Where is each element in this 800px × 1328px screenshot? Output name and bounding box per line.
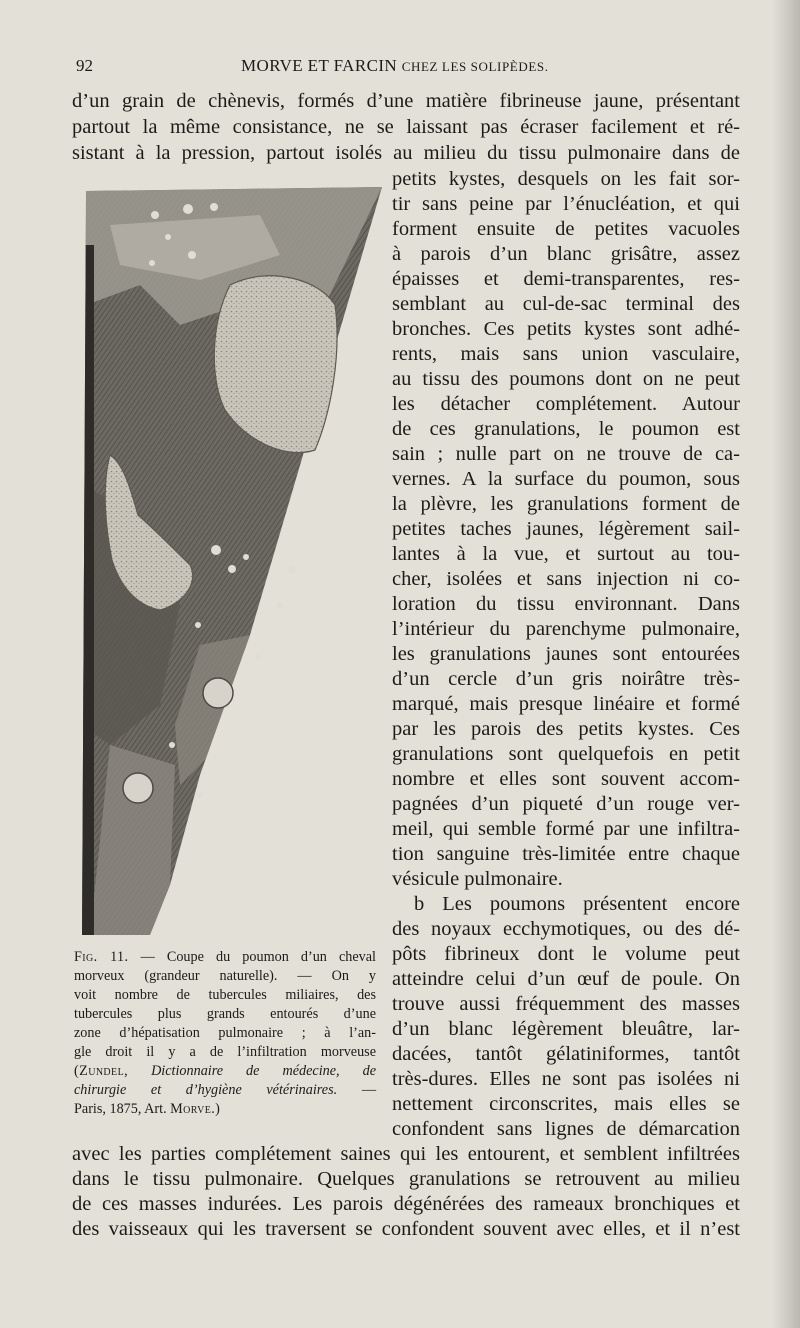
text-line: par les parois des petits kystes. Ces [392,718,740,740]
text-line: d’un grain de chènevis, formés d’une matière fibrineuse jaune, présentant [72,90,740,112]
page-fold-shadow [772,0,800,1328]
text-line: des vaisseaux qui les traversent se confondent souvent avec elles, et il n’est [72,1218,740,1240]
caption-work-title-cont: chirurgie et d’hygiène vétérinaires. [74,1082,338,1098]
text-line: vésicule pulmonaire. [392,868,563,890]
figure-label: Fig. 11. [74,949,129,965]
text-line: loration du tissu environnant. Dans [392,593,740,615]
text-line: petites taches jaunes, légèrement sail- [392,518,740,540]
text-line: dans le tissu pulmonaire. Quelques granulations se retrouvent au milieu [72,1168,740,1190]
caption-line: morveux (grandeur naturelle). — On y [74,968,376,984]
text-line: tion sanguine très-limitée entre chaque [392,843,740,865]
caption-close: ) [215,1101,220,1117]
text-line: lantes à la vue, et surtout au tou- [392,543,740,565]
caption-line: gle droit il y a de l’infiltration morveuse [74,1044,376,1060]
text-line: marqué, mais presque linéaire et formé [392,693,740,715]
text-line: avec les parties complétement saines qui les entourent, et semblent infiltrées [72,1143,740,1165]
running-head [76,56,742,80]
text-line: au tissu des poumons dont on ne peut [392,368,740,390]
text-line: trouve aussi fréquemment des masses [392,993,740,1015]
text-line: les granulations jaunes sont entourées [392,643,740,665]
text-line: d’un blanc légèrement bleuâtre, lar- [392,1018,740,1040]
caption-line: zone d’hépatisation pulmonaire ; à l’an- [74,1025,376,1041]
caption-line [74,948,376,967]
text-line: l’intérieur du parenchyme pulmonaire, [392,618,740,640]
text-line: sain ; nulle part on ne trouve de ca- [392,443,740,465]
text-line: confondent sans lignes de démarcation [392,1118,740,1140]
figure-caption [74,948,376,1119]
text-line: nombre et elles sont souvent accom- [392,768,740,790]
text-line: de ces granulations, le poumon est [392,418,740,440]
text-line: dacées, tantôt gélatiniformes, tantôt [392,1043,740,1065]
caption-article: Morve. [170,1101,216,1117]
caption-line [74,1062,376,1081]
text-line: sistant à la pression, partout isolés au milieu du tissu pulmonaire dans de [72,142,740,164]
text-line: rents, mais sans union vasculaire, [392,343,740,365]
caption-line: tubercules plus grands entourés d’une [74,1006,376,1022]
text-line: petits kystes, desquels on les fait sor- [392,168,740,190]
text-line: pôts fibrineux dont le volume peut [392,943,740,965]
text-line: des noyaux ecchymotiques, ou des dé- [392,918,740,940]
text-line: pagnées d’un piqueté d’un rouge ver- [392,793,740,815]
text-line: de ces masses indurées. Les parois dégénérées des rameaux bronchiques et [72,1193,740,1215]
text-line: d’un cercle d’un gris noirâtre très- [392,668,740,690]
caption-line [74,1100,376,1119]
running-title [241,56,549,76]
running-title-main: MORVE ET FARCIN [241,56,398,75]
running-title-suffix: CHEZ LES SOLIPÈDES. [401,59,549,74]
caption-text: — Coupe du poumon d’un cheval [140,949,376,965]
text-line: atteindre celui d’un œuf de poule. On [392,968,740,990]
caption-place-date: Paris, 1875, Art. [74,1101,167,1117]
text-line: granulations sont quelquefois en petit [392,743,740,765]
lung-section-illustration [80,185,385,937]
text-line: très-dures. Elles ne sont pas isolées ni [392,1068,740,1090]
text-line: meil, qui semble formé par une infiltra- [392,818,740,840]
caption-dash: — [361,1082,377,1098]
text-line: nettement circonscrites, mais elles se [392,1093,740,1115]
page-number: 92 [76,56,93,75]
caption-line: voit nombre de tubercules miliaires, des [74,987,376,1003]
caption-work-title: Dictionnaire de médecine, de [151,1063,377,1079]
text-line: la plèvre, les granulations forment de [392,493,740,515]
text-line: tir sans peine par l’énucléation, et qui [392,193,740,215]
text-line: semblant au cul-de-sac terminal des [392,293,740,315]
text-line: épaisses et demi-transparentes, res- [392,268,740,290]
text-line: forment ensuite de petites vacuoles [392,218,740,240]
text-line: vernes. A la surface du poumon, sous [392,468,740,490]
text-line: les détacher complétement. Autour [392,393,740,415]
caption-line [74,1081,376,1100]
text-line: à parois d’un blanc grisâtre, assez [392,243,740,265]
caption-author: (Zundel, [74,1063,129,1079]
text-line: bronches. Ces petits kystes sont adhé- [392,318,740,340]
text-line: b Les poumons présentent encore [414,893,740,915]
text-line: partout la même consistance, ne se laissant pas écraser facilement et ré- [72,116,740,138]
text-line: cher, isolées et sans injection ni co- [392,568,740,590]
